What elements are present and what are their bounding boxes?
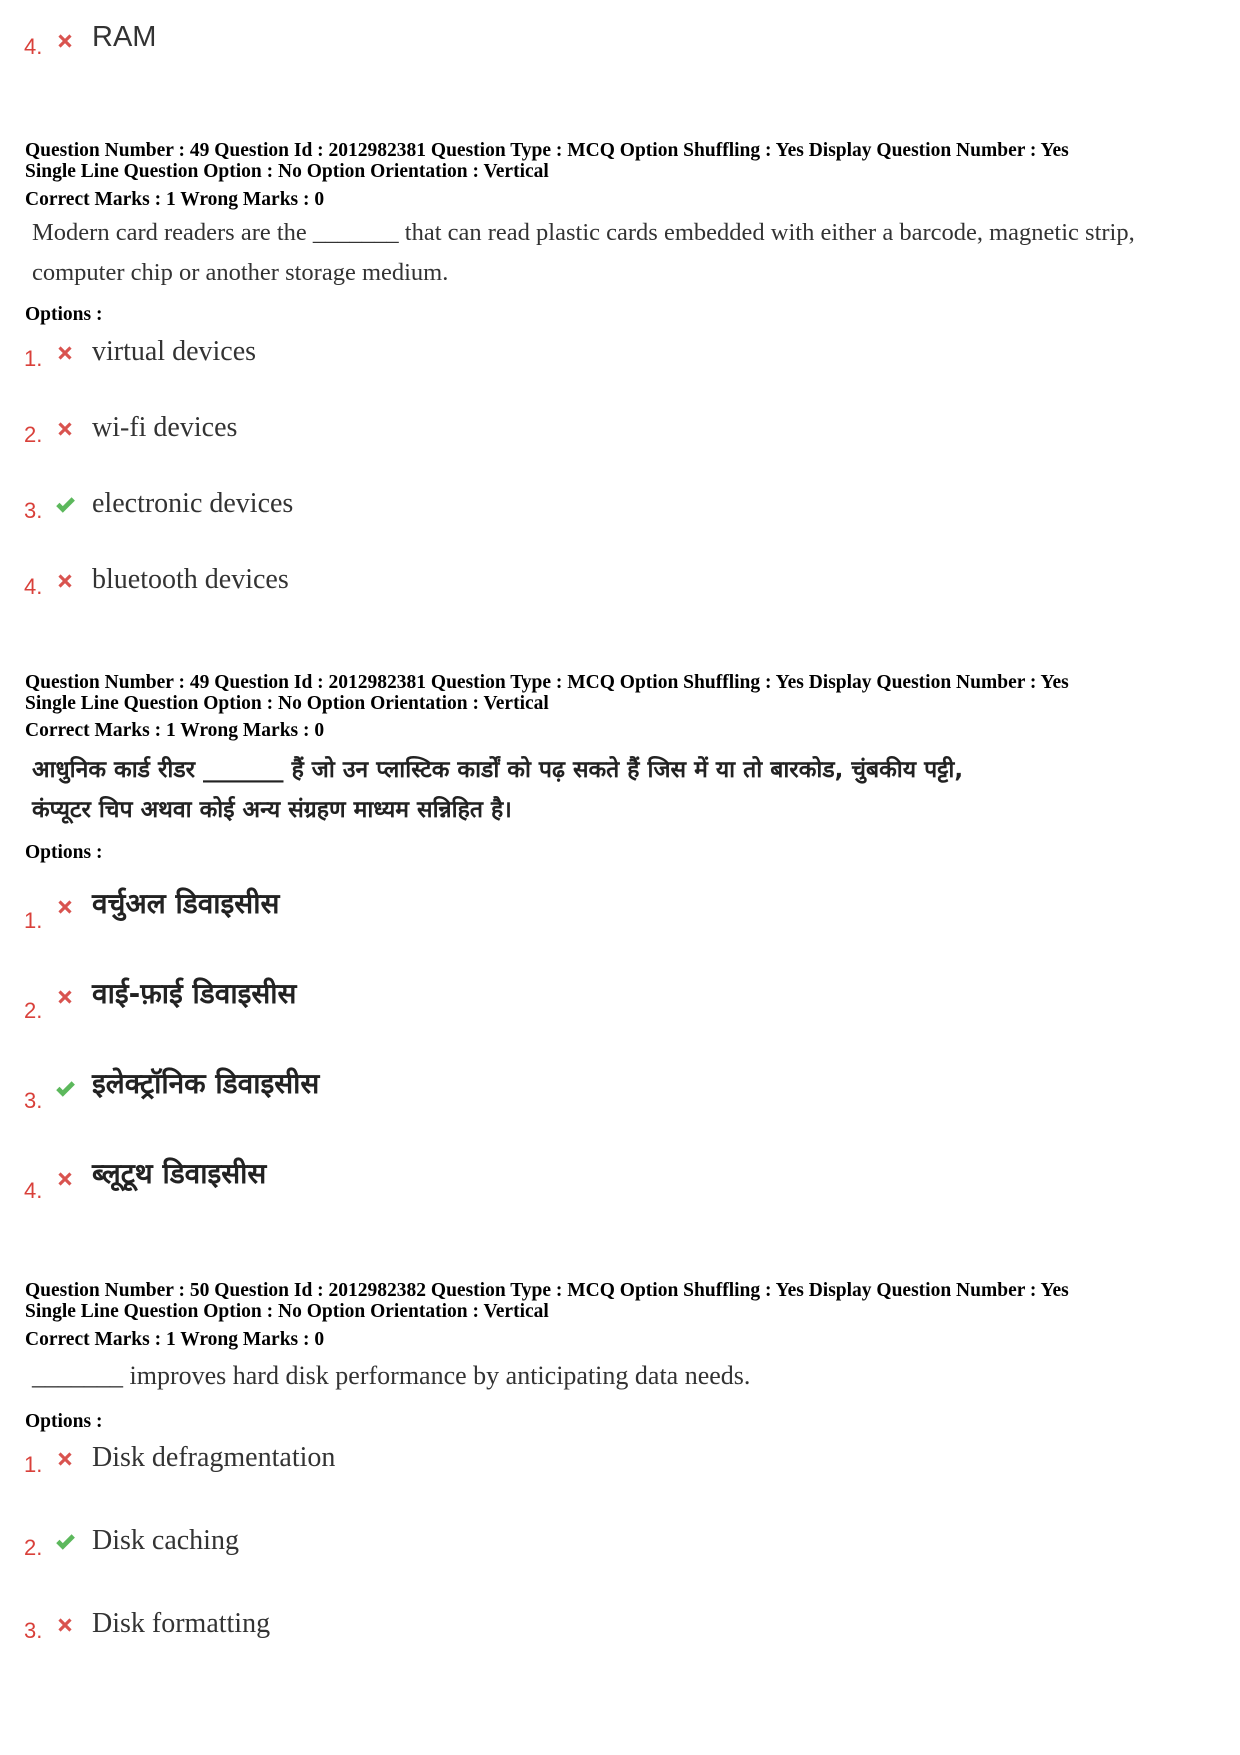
question-text-line: computer chip or another storage medium.	[32, 259, 449, 286]
question-meta-line: Question Number : 50 Question Id : 2012982382 Question Type : MCQ Option Shuffling : Yes Display Question Number : Yes	[25, 1280, 1069, 1301]
cross-icon	[54, 986, 76, 1008]
option-text: wi-fi devices	[92, 412, 238, 443]
cross-icon	[54, 896, 76, 918]
option-text: वर्चुअल डिवाइसीस	[92, 887, 280, 920]
option-row	[24, 1594, 1204, 1642]
question-text-line: कंप्यूटर चिप अथवा कोई अन्य संग्रहण माध्यम सन्निहित है।	[32, 797, 512, 823]
option-text: Disk caching	[92, 1525, 239, 1556]
option-row	[24, 1060, 1204, 1112]
cross-icon	[54, 1168, 76, 1190]
cross-icon	[54, 1614, 76, 1636]
option-number: 4.	[24, 1178, 43, 1203]
question-meta	[25, 140, 1225, 182]
option-row	[24, 880, 1204, 932]
question-text	[32, 1356, 1212, 1396]
option-text: Disk formatting	[92, 1608, 271, 1639]
options-label: Options :	[25, 1411, 103, 1432]
option-row	[24, 10, 1204, 58]
cross-icon	[54, 30, 76, 52]
question-text-line: Modern card readers are the _______ that can read plastic cards embedded with either a barcode, magnetic strip,	[32, 219, 1135, 246]
option-number: 1.	[24, 346, 43, 371]
cross-icon	[54, 342, 76, 364]
question-marks: Correct Marks : 1 Wrong Marks : 0	[25, 189, 325, 210]
question-meta	[25, 672, 1225, 714]
option-text: वाई-फ़ाई डिवाइसीस	[92, 977, 297, 1010]
options-label: Options :	[25, 842, 103, 863]
option-text: virtual devices	[92, 336, 257, 367]
option-number: 3.	[24, 1618, 43, 1643]
option-text: bluetooth devices	[92, 564, 289, 595]
option-text: इलेक्ट्रॉनिक डिवाइसीस	[92, 1067, 320, 1100]
option-row	[24, 550, 1204, 598]
cross-icon	[54, 570, 76, 592]
question-marks: Correct Marks : 1 Wrong Marks : 0	[25, 720, 325, 741]
cross-icon	[54, 1448, 76, 1470]
option-row	[24, 1428, 1204, 1476]
question-text	[32, 213, 1212, 293]
cross-icon	[54, 418, 76, 440]
option-text: ब्लूटूथ डिवाइसीस	[92, 1157, 267, 1190]
question-meta-line: Single Line Question Option : No Option Orientation : Vertical	[25, 161, 549, 182]
option-number: 4.	[24, 574, 43, 599]
option-number: 2.	[24, 422, 43, 447]
option-row	[24, 970, 1204, 1022]
option-text: Disk defragmentation	[92, 1442, 336, 1473]
option-number: 2.	[24, 1535, 43, 1560]
question-meta-line: Question Number : 49 Question Id : 2012982381 Question Type : MCQ Option Shuffling : Yes Display Question Number : Yes	[25, 140, 1069, 161]
option-row	[24, 474, 1204, 522]
option-text: electronic devices	[92, 488, 294, 519]
option-number: 3.	[24, 1088, 43, 1113]
question-meta	[25, 1280, 1225, 1322]
question-text-line: आधुनिक कार्ड रीडर _______ हैं जो उन प्लास्टिक कार्डों को पढ़ सकते हैं जिस में या तो बारकोड, चुंबकीय पट्टी,	[32, 757, 964, 783]
option-text: RAM	[92, 21, 157, 53]
question-text-line: _______ improves hard disk performance by anticipating data needs.	[32, 1361, 751, 1390]
question-meta-line: Single Line Question Option : No Option Orientation : Vertical	[25, 1301, 549, 1322]
question-meta-line: Single Line Question Option : No Option Orientation : Vertical	[25, 693, 549, 714]
question-text	[32, 750, 1212, 830]
option-row	[24, 322, 1204, 370]
option-row	[24, 398, 1204, 446]
check-icon	[54, 1078, 76, 1100]
question-marks: Correct Marks : 1 Wrong Marks : 0	[25, 1329, 325, 1350]
check-icon	[54, 494, 76, 516]
option-number: 1.	[24, 1452, 43, 1477]
option-number: 3.	[24, 498, 43, 523]
option-row	[24, 1511, 1204, 1559]
option-row	[24, 1150, 1204, 1202]
options-label: Options :	[25, 304, 103, 325]
question-meta-line: Question Number : 49 Question Id : 2012982381 Question Type : MCQ Option Shuffling : Yes Display Question Number : Yes	[25, 672, 1069, 693]
option-number: 4.	[24, 34, 43, 59]
check-icon	[54, 1531, 76, 1553]
option-number: 2.	[24, 998, 43, 1023]
option-number: 1.	[24, 908, 43, 933]
